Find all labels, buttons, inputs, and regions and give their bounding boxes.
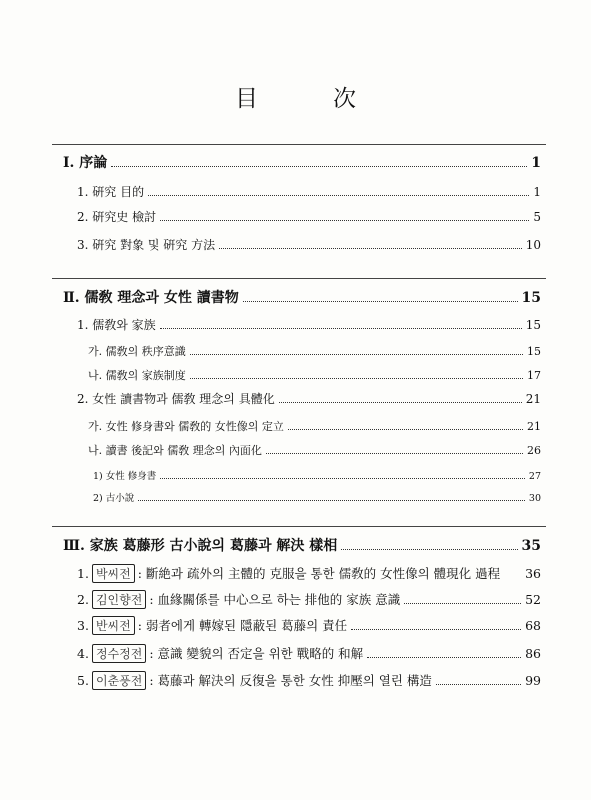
toc-page: 36 xyxy=(525,566,541,581)
toc-entry-1-2[interactable] xyxy=(77,208,541,225)
toc-label: 1) 女性 修身書 xyxy=(93,471,157,482)
dot-leader xyxy=(138,500,525,501)
toc-entry-3-3[interactable] xyxy=(77,616,541,635)
toc-label: 3. 硏究 對象 및 硏究 方法 xyxy=(77,238,216,252)
toc-label: 1. 硏究 目的 xyxy=(77,185,145,199)
toc-entry-2-2-b-1[interactable] xyxy=(93,468,541,482)
toc-page: 15 xyxy=(527,345,541,358)
toc-page: 52 xyxy=(525,592,541,607)
dot-leader xyxy=(404,603,521,604)
toc-number: 1. xyxy=(77,566,89,581)
toc-label: 나. 讀書 後記와 儒敎 理念의 內面化 xyxy=(88,444,262,457)
toc-entry-1-1[interactable] xyxy=(77,183,541,200)
toc-entry-1-3[interactable] xyxy=(77,236,541,253)
toc-entry-ch2[interactable] xyxy=(63,287,541,307)
work-title-box: 반씨전 xyxy=(92,616,135,635)
toc-number: 4. xyxy=(77,646,89,661)
dot-leader xyxy=(436,684,521,685)
toc-entry-2-1-b[interactable] xyxy=(88,367,541,383)
work-title-box: 정수정전 xyxy=(92,644,146,663)
dot-leader xyxy=(190,354,523,355)
section-divider xyxy=(52,278,546,279)
dot-leader xyxy=(190,378,523,379)
toc-entry-2-2-b-2[interactable] xyxy=(93,490,541,504)
toc-page: 5 xyxy=(533,210,541,224)
toc-entry-2-1-a[interactable] xyxy=(88,343,541,359)
toc-page: 21 xyxy=(527,420,541,433)
work-title-box: 김인향전 xyxy=(92,590,146,609)
dot-leader xyxy=(279,402,522,403)
toc-entry-ch3[interactable] xyxy=(63,535,541,555)
toc-label: 가. 女性 修身書와 儒敎的 女性像의 定立 xyxy=(88,420,284,433)
work-title-box: 박씨전 xyxy=(92,564,135,583)
toc-page: 99 xyxy=(525,673,541,688)
dot-leader xyxy=(243,301,518,302)
toc-entry-2-2-a[interactable] xyxy=(88,418,541,434)
toc-entry-3-1[interactable] xyxy=(77,564,541,583)
dot-leader xyxy=(288,429,523,430)
toc-label: Ⅱ. 儒敎 理念과 女性 讀書物 xyxy=(63,290,239,306)
toc-entry-2-1[interactable] xyxy=(77,316,541,333)
toc-page: 15 xyxy=(521,290,541,306)
toc-page: 86 xyxy=(525,646,541,661)
dot-leader xyxy=(367,657,521,658)
toc-page: 30 xyxy=(528,493,541,504)
toc-page: 15 xyxy=(525,318,541,332)
toc-label: 2. 硏究史 檢討 xyxy=(77,210,157,224)
section-divider xyxy=(52,526,546,527)
toc-entry-3-5[interactable] xyxy=(77,671,541,690)
dot-leader xyxy=(148,195,529,196)
dot-leader xyxy=(341,549,517,550)
toc-page: 21 xyxy=(525,392,541,406)
toc-number: 5. xyxy=(77,673,89,688)
toc-label: Ⅰ. 序論 xyxy=(63,155,108,171)
toc-number: 2. xyxy=(77,592,89,607)
toc-page: 26 xyxy=(527,444,541,457)
toc-label: : 血緣關係를 中心으로 하는 排他的 家族 意識 xyxy=(149,592,401,607)
toc-label: Ⅲ. 家族 葛藤形 古小說의 葛藤과 解決 樣相 xyxy=(63,538,338,554)
toc-label: : 葛藤과 解決의 反復을 통한 女性 抑壓의 열린 構造 xyxy=(149,673,432,688)
toc-entry-ch1[interactable] xyxy=(63,152,541,172)
toc-entry-2-2[interactable] xyxy=(77,390,541,407)
toc-page: 68 xyxy=(525,618,541,633)
toc-label: : 弱者에게 轉嫁된 隱蔽된 葛藤의 責任 xyxy=(137,618,348,633)
toc-page: 27 xyxy=(528,471,541,482)
toc-label: 2) 古小說 xyxy=(93,493,135,504)
toc-entry-2-2-b[interactable] xyxy=(88,442,541,458)
toc-entry-3-4[interactable] xyxy=(77,644,541,663)
work-title-box: 이춘풍전 xyxy=(92,671,146,690)
dot-leader xyxy=(160,328,522,329)
dot-leader xyxy=(219,248,522,249)
toc-label: 2. 女性 讀書物과 儒敎 理念의 具體化 xyxy=(77,392,275,406)
dot-leader xyxy=(111,166,527,167)
toc-page: 10 xyxy=(525,238,541,252)
toc-label: 1. 儒敎와 家族 xyxy=(77,318,156,332)
dot-leader xyxy=(160,220,529,221)
page-title: 目 次 xyxy=(235,86,382,112)
toc-label: : 斷絶과 疏外의 主體的 克服을 통한 儒敎的 女性像의 體現化 過程 xyxy=(137,566,501,581)
dot-leader xyxy=(266,453,523,454)
toc-label: 나. 儒敎의 家族制度 xyxy=(88,369,186,382)
toc-number: 3. xyxy=(77,618,89,633)
section-divider xyxy=(52,144,546,145)
dot-leader xyxy=(502,577,523,578)
dot-leader xyxy=(160,478,525,479)
dot-leader xyxy=(351,629,521,630)
toc-entry-3-2[interactable] xyxy=(77,590,541,609)
toc-page: 35 xyxy=(521,538,541,554)
toc-page: 1 xyxy=(531,155,541,171)
toc-label: 가. 儒敎의 秩序意識 xyxy=(88,345,186,358)
toc-page: 1 xyxy=(533,185,541,199)
toc-page: 17 xyxy=(527,369,541,382)
toc-label: : 意識 變貌의 否定을 위한 戰略的 和解 xyxy=(149,646,364,661)
